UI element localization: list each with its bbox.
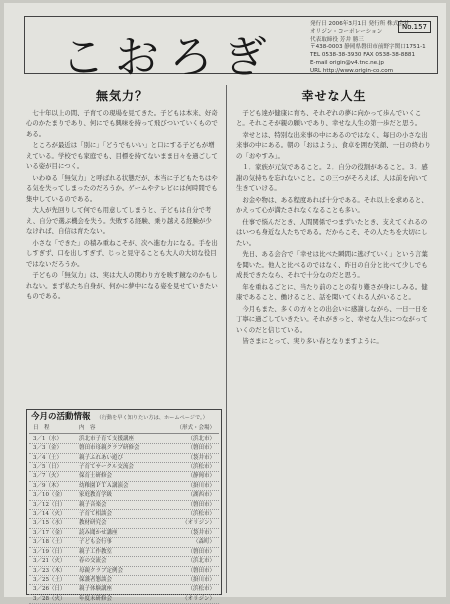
article-paragraph: いわゆる「無気力」と呼ばれる状態だが、本当に子どもたちはやる気を失ってしまったのだろうか。ゲームやテレビには何時間でも集中しているのである。 [26,173,218,203]
schedule-row-date: 3／5（日） [33,464,62,471]
publisher-line: URL http://www.origin-co.com [310,67,394,74]
schedule-row-date: 3／9（木） [33,482,62,489]
left-article-title: 無気力？ [95,89,148,103]
schedule-row-venue: （浜北市） [187,558,215,565]
schedule-row [29,491,219,500]
article-paragraph: 皆さまにとって、実り多い春となりますように。 [242,337,383,345]
article-paragraph: 子ども達が健康に育ち、それぞれの夢に向かって歩んでいくこと。それこそが親の願いであり、幸せな人生の第一歩だと思う。 [236,108,422,127]
schedule-row [29,576,219,585]
publisher-line: オリジン・コーポレーション [310,28,383,35]
schedule-row-date: 3／7（火） [33,473,62,480]
schedule-row-venue: （磐田市） [187,548,215,555]
schedule-row-date: 3／12（日） [33,501,66,508]
schedule-header-event: 内 容 [79,425,96,432]
article-paragraph: 仕事で悩んだとき、人間関係でつまずいたとき、支えてくれるのはいつも身近な人たちである。だからこそ、その人たちを大切にしたい。 [236,217,428,247]
schedule-row [29,567,219,576]
schedule-title-row [27,410,221,424]
schedule-row-date: 3／19（日） [33,548,66,555]
article-paragraph: 年を重ねるごとに、当たり前のことの有り難さが身にしみる。健康であること、働けること、話を聞いてくれる人がいること。 [236,282,428,301]
schedule-row-venue: （オリジン） [182,595,215,602]
schedule-row-event: 子育てサークル交流会 [79,464,134,471]
article-paragraph: １．家族が元気であること。２．自分の役割があること。３．感謝の気持ちを忘れないこと。この三つがそろえば、人は前を向いて生きていける。 [236,163,428,192]
schedule-note: （行動を早く知りたい方は、ホームページで。） [96,415,208,421]
schedule-row-event: 保育士研修会 [79,473,113,480]
schedule-row-date: 3／4（土） [33,454,62,461]
right-article-title: 幸せな人生 [301,89,367,103]
schedule-row-venue: （浜北市） [187,435,215,442]
schedule-rows [27,435,221,604]
schedule-row-event: 親子工作教室 [79,548,113,555]
schedule-row [29,548,219,557]
schedule-header-date: 日 程 [33,425,50,432]
schedule-row-date: 3／26（日） [33,586,66,593]
schedule-row [29,538,219,547]
schedule-row-venue: （袋井市） [187,529,215,536]
schedule-row [29,585,219,594]
article-paragraph: 大人が先回りして何でも用意してしまうと、子どもは自分で考え、自分で選ぶ機会を失う。失敗する経験、乗り越える経験が少なければ、自信は育たない。 [26,206,212,235]
schedule-row-event: 親子音楽会 [79,501,107,508]
schedule-row-venue: （掛川市） [187,482,215,489]
schedule-row-venue: （浜松市） [187,586,215,593]
schedule-row [29,510,219,519]
schedule-row-venue: （磐田市） [187,445,215,452]
schedule-row-event: 磐田市母親クラブ研修会 [79,445,140,452]
schedule-row-event: 子育て相談会 [79,511,113,518]
schedule-row-venue: （静岡市） [187,473,215,480]
schedule-row-date: 3／21（火） [33,558,66,565]
schedule-row-date: 3／23（木） [33,567,66,574]
schedule-row [29,444,219,453]
article-paragraph: 先日、ある会合で「幸せは比べた瞬間に逃げていく」という言葉を聞いた。他人と比べるのではなく、昨日の自分と比べて少しでも成長できたなら、それで十分なのだと思う。 [236,250,428,279]
activity-schedule-box [26,409,222,602]
schedule-row-event: 読み聞かせ講座 [79,529,118,536]
schedule-row-venue: （オリジン） [182,520,215,527]
masthead [24,16,438,83]
schedule-row-event: 教材研究会 [79,520,107,527]
schedule-row-event: 親子ふれあい遊び [79,454,124,461]
article-paragraph: 子どもの「無気力」は、実は大人の関わり方を映す鏡なのかもしれない。まず私たち自身が、何かに夢中になる姿を見せていきたいものである。 [26,271,218,300]
schedule-row [29,501,219,510]
schedule-row [29,595,219,604]
schedule-row-date: 3／10（金） [33,492,66,499]
article-paragraph: 七十年以上の間、子育ての現場を見てきた。子どもは本来、好奇心のかたまりであり、何にでも興味を持って飛びついていくものである。 [26,108,218,138]
schedule-row-event: 春の交流会 [79,558,107,565]
article-paragraph: 幸せとは、特別な出来事の中にあるのではなく、毎日の小さな出来事の中にある。朝の「おはよう」、食卓を囲む笑顔、一日の終わりの「おやすみ」。 [236,130,431,160]
schedule-row-venue: （磐田市） [187,501,215,508]
schedule-row [29,454,219,463]
newsletter-page [4,3,446,602]
schedule-row-date: 3／15（水） [33,520,66,527]
schedule-row [29,463,219,472]
schedule-row-venue: （湖西市） [187,492,215,499]
schedule-row-event: 浜北市子育て支援講座 [79,435,135,442]
schedule-row-venue: （浜松市） [187,511,215,518]
schedule-row-date: 3／3（金） [33,445,62,452]
article-paragraph: ところが最近は「別に」「どうでもいい」と口にする子どもが増えている。学校でも家庭でも、目標を持てないまま日々を過ごしている姿が目につく。 [26,141,218,170]
schedule-row-venue: （浜松市） [187,464,215,471]
newsletter-title: こおろぎ [61,32,277,83]
schedule-row-date: 3／17（金） [33,529,66,536]
schedule-row [29,557,219,566]
schedule-row-event: 子ども会行事 [79,539,113,546]
publisher-line: 代表取締役 芳井 勝三 [310,36,364,43]
schedule-row-event: 年度末研修会 [79,595,113,602]
column-divider [226,85,227,593]
schedule-row-event: 幼稚園ＰＴＡ講演会 [79,482,129,489]
schedule-row-date: 3／18（土） [33,539,66,546]
schedule-row-date: 3／14（火） [33,511,66,518]
schedule-title: 今月の活動情報 [31,412,91,422]
schedule-row-event: 家庭教育学級 [79,492,113,499]
publisher-line: E-mail origin@v4.tnc.ne.jp [310,59,384,66]
left-article [26,91,218,403]
publisher-line: 〒438-0003 静岡県磐田市前野字関口1751-1 [310,44,426,51]
schedule-row-event: 親子体験講座 [79,586,113,593]
schedule-row [29,472,219,481]
right-article [236,91,432,591]
schedule-row-venue: （袋井市） [187,454,215,461]
schedule-row-venue: （掛川市） [187,576,215,583]
schedule-row-date: 3／1（水） [33,435,62,442]
schedule-row [29,435,219,444]
schedule-row [29,519,219,528]
schedule-row-event: 保護者懇談会 [79,576,113,583]
schedule-row-date: 3／28（火） [33,595,66,602]
schedule-header [29,424,219,433]
article-paragraph: お金や物は、ある程度あれば十分である。それ以上を求めると、かえって心が満たされなくなることも多い。 [236,195,428,214]
publisher-line: TEL 0538-38-3930 FAX 0538-38-8881 [310,52,416,59]
schedule-row-venue: （森町） [192,539,215,546]
article-paragraph: 小さな「できた」の積み重ねこそが、次へ進む力になる。手を出しすぎず、口を出しすぎず、じっと見守ることも大人の大切な役目ではないだろうか。 [26,238,218,268]
schedule-row [29,482,219,491]
article-paragraph: 今月もまた、多くの方々との出会いに感謝しながら、一日一日を丁寧に過ごしていきたい。それがきっと、幸せな人生につながっていくのだと信じている。 [236,304,428,334]
issue-number: No.157 [398,21,431,33]
schedule-row-venue: （磐田市） [187,567,215,574]
publisher-line: 発行日 2006年3月1日 発行所 株式会社 [310,21,410,27]
schedule-row-date: 3／25（土） [33,576,66,583]
schedule-header-venue: （形式・会場） [176,425,215,432]
schedule-row-event: 母親クラブ定例会 [79,567,124,574]
schedule-row [29,529,219,538]
